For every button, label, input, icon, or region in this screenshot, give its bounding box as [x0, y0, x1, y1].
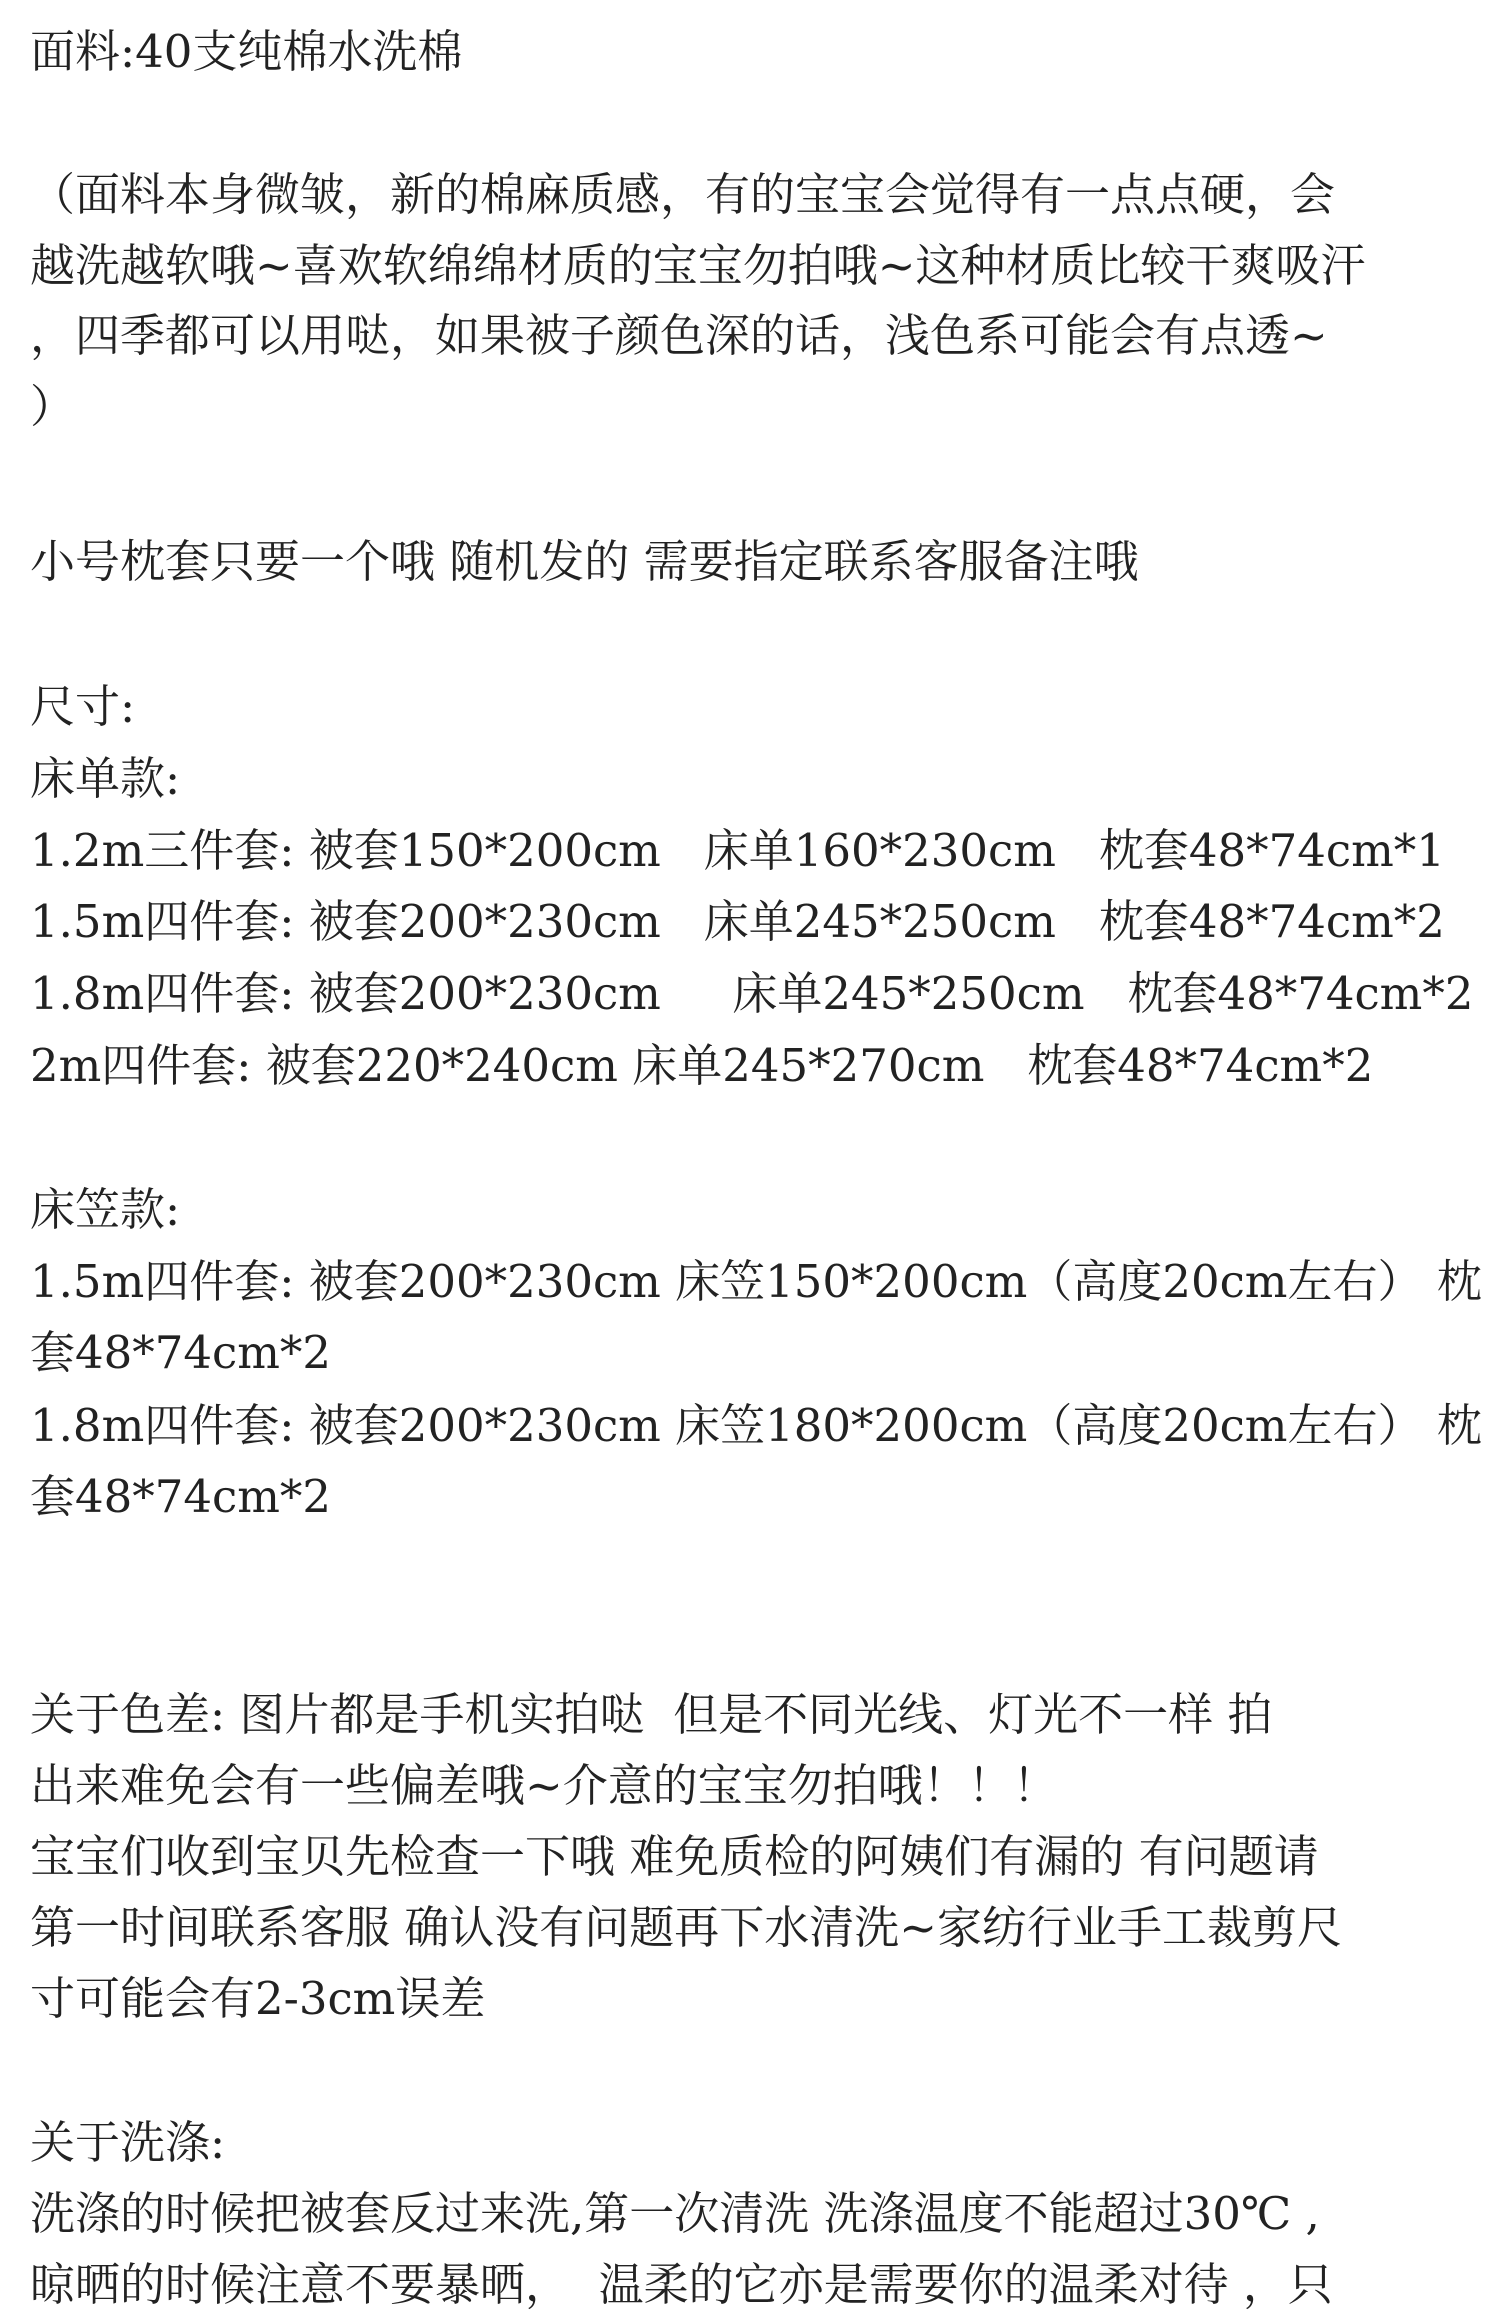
pillow-note-line: 小号枕套只要一个哦 随机发的 需要指定联系客服备注哦 — [30, 535, 1139, 588]
fabric-note-line: 越洗越软哦~喜欢软绵绵材质的宝宝勿拍哦~这种材质比较干爽吸汗 — [30, 239, 1366, 292]
sheet-size-row: 2m四件套: 被套220*240cm 床单245*270cm 枕套48*74cm*2 — [30, 1039, 1374, 1092]
fabric-note-line: （面料本身微皱，新的棉麻质感，有的宝宝会觉得有一点点硬，会 — [30, 168, 1336, 221]
washing-line: 晾晒的时候注意不要暴晒， 温柔的它亦是需要你的温柔对待 ，只 — [30, 2258, 1333, 2311]
color-note-line: 寸可能会有2-3cm误差 — [30, 1972, 486, 2025]
washing-heading: 关于洗涤: — [30, 2116, 226, 2169]
fabric-note-line: ） — [30, 380, 76, 433]
fitted-size-line: 套48*74cm*2 — [30, 1326, 332, 1379]
color-note-line: 关于色差: 图片都是手机实拍哒 但是不同光线、灯光不一样 拍 — [30, 1688, 1273, 1741]
color-note-line: 出来难免会有一些偏差哦~介意的宝宝勿拍哦！！！ — [30, 1759, 1058, 1812]
washing-line: 洗涤的时候把被套反过来洗,第一次清洗 洗涤温度不能超过30℃ , — [30, 2187, 1320, 2240]
color-note-line: 第一时间联系客服 确认没有问题再下水清洗~家纺行业手工裁剪尺 — [30, 1901, 1343, 1954]
sheet-size-row: 1.5m四件套: 被套200*230cm 床单245*250cm 枕套48*74cm*2 — [30, 895, 1445, 948]
fabric-note-line: ，四季都可以用哒，如果被子颜色深的话，浅色系可能会有点透~ — [30, 309, 1328, 362]
sheet-size-row: 1.8m四件套: 被套200*230cm 床单245*250cm 枕套48*74cm*2 — [30, 967, 1474, 1020]
fitted-heading: 床笠款: — [30, 1183, 181, 1236]
sheet-size-row: 1.2m三件套: 被套150*200cm 床单160*230cm 枕套48*74cm*1 — [30, 824, 1445, 877]
color-note-line: 宝宝们收到宝贝先检查一下哦 难免质检的阿姨们有漏的 有问题请 — [30, 1830, 1319, 1883]
fabric-line: 面料:40支纯棉水洗棉 — [30, 25, 463, 78]
sheet-heading: 床单款: — [30, 752, 181, 805]
fitted-size-line: 1.8m四件套: 被套200*230cm 床笠180*200cm（高度20cm左右） 枕 — [30, 1399, 1482, 1452]
size-heading: 尺寸: — [30, 680, 136, 733]
fitted-size-line: 1.5m四件套: 被套200*230cm 床笠150*200cm（高度20cm左右） 枕 — [30, 1255, 1482, 1308]
fitted-size-line: 套48*74cm*2 — [30, 1470, 332, 1523]
